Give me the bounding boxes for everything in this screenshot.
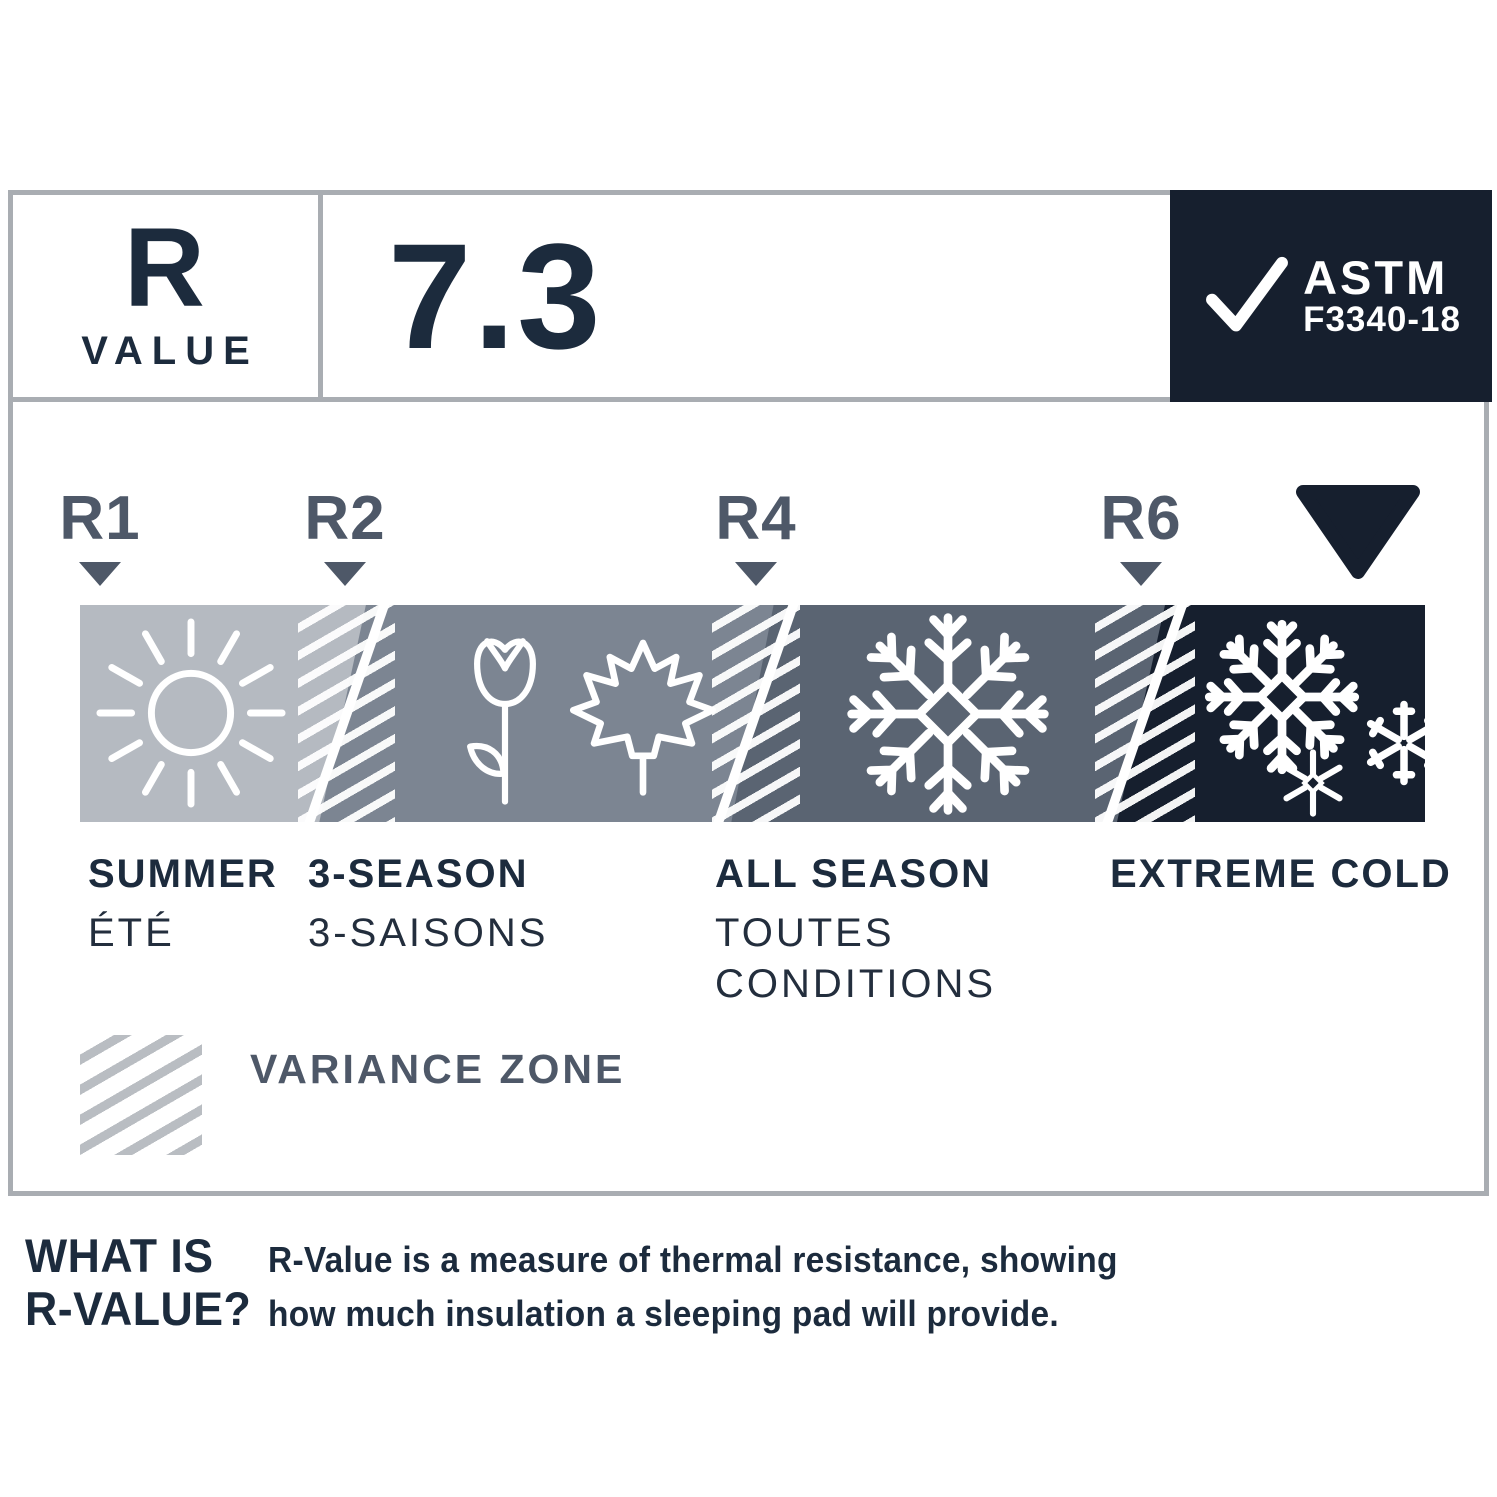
value-word: VALUE [81, 328, 259, 373]
value-cell [388, 195, 603, 397]
zone-name-en: EXTREME COLD [1110, 852, 1452, 896]
footer-heading-line2: R-VALUE? [25, 1281, 252, 1335]
zone-label-extreme-cold [1110, 852, 1452, 897]
snowflake-icon [842, 608, 1054, 820]
r-value-cell [13, 195, 323, 397]
variance-zone-1 [298, 605, 395, 822]
zone-name-fr: ÉTÉ [88, 911, 175, 955]
zone-name-en: ALL SEASON [715, 852, 993, 896]
zone-label-all-season [715, 852, 996, 1007]
zone-name-fr-line2: CONDITIONS [715, 961, 997, 1006]
checkmark-icon [1201, 250, 1293, 342]
r-value-scale-bar [80, 605, 1425, 822]
footer-heading-line1: WHAT IS [25, 1229, 214, 1282]
maple-leaf-icon [562, 633, 724, 799]
tulip-icon [452, 625, 558, 807]
snowflake-small-icon [1278, 748, 1348, 818]
zone-name-fr: 3-SAISONS [308, 911, 549, 955]
variance-zone-swatch-icon [80, 1035, 202, 1155]
variance-zone-label: VARIANCE ZONE [250, 1046, 626, 1092]
marker-r4: R4 [715, 484, 797, 553]
astm-badge [1170, 190, 1492, 402]
sun-icon [92, 614, 290, 812]
zone-name-fr-line1: TOUTES [715, 911, 895, 955]
r-value-number: 7.3 [388, 211, 603, 380]
astm-standard-label: ASTM [1303, 251, 1449, 305]
footer-body [268, 1233, 1118, 1341]
footer-body-line1: R-Value is a measure of thermal resistance, showing [268, 1239, 1118, 1280]
marker-r6: R6 [1100, 484, 1182, 553]
astm-text [1303, 251, 1461, 340]
variance-zone-2 [712, 605, 800, 822]
variance-zone-3 [1095, 605, 1195, 822]
zone-label-summer [88, 852, 278, 956]
snowflake-medium-icon [1358, 697, 1450, 789]
footer-heading [25, 1230, 251, 1335]
value-indicator-triangle-icon [1293, 482, 1423, 587]
marker-r2: R2 [304, 484, 386, 553]
marker-r1: R1 [59, 484, 141, 553]
zone-name-en: SUMMER [88, 852, 278, 896]
astm-standard-number: F3340-18 [1303, 300, 1461, 340]
r-letter: R [124, 205, 207, 331]
zone-label-3-season [308, 852, 548, 956]
footer-body-line2: how much insulation a sleeping pad will provide. [268, 1293, 1059, 1334]
zone-name-en: 3-SEASON [308, 852, 529, 896]
